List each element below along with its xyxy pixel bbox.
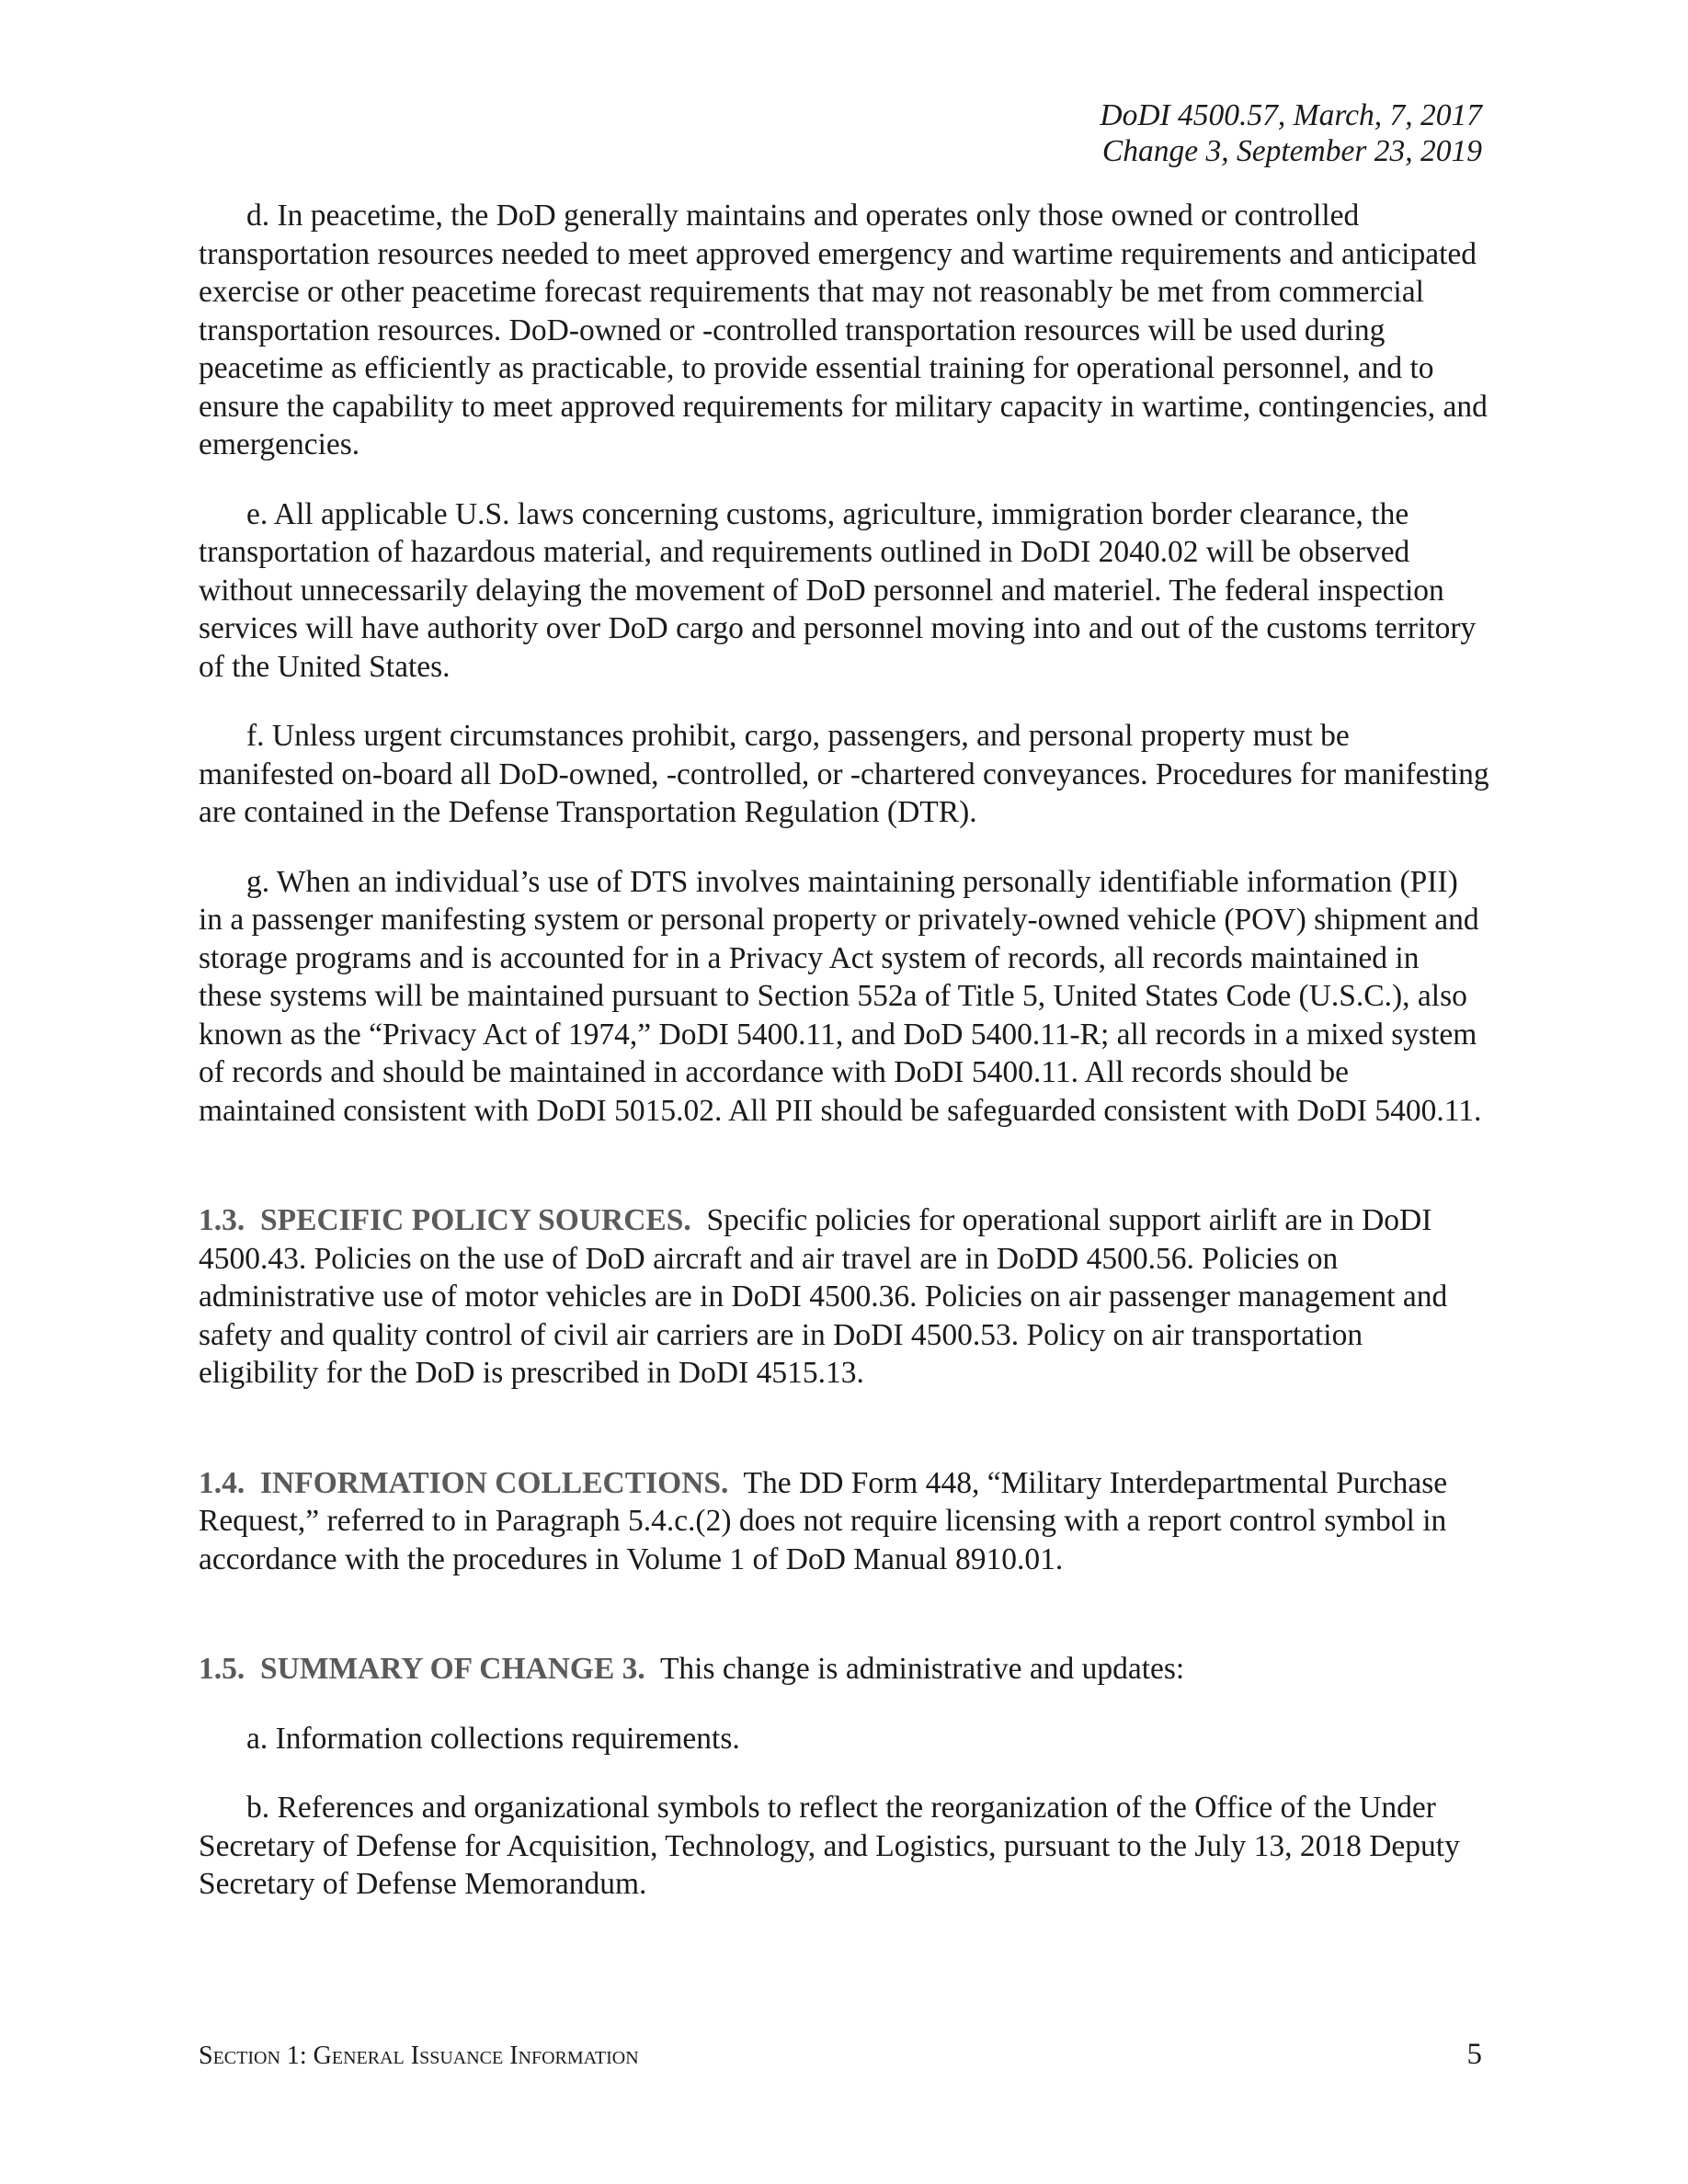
paragraph-1-5-a: a. Information collections requirements. [246, 1721, 740, 1756]
section-1-4 [199, 1464, 1489, 1579]
section-1-3 [199, 1201, 1489, 1393]
page-number: 5 [1466, 2038, 1482, 2071]
header-issuance-line: DoDI 4500.57, March, 7, 2017 [1100, 98, 1482, 132]
paragraph-f: f. Unless urgent circumstances prohibit, cargo, passengers, and personal property must be manifested on-board all DoD-owned, -controlled, or -chartered conveyances. Procedures for manifesting are contained in the Defense Transportation Regulation (DTR). [199, 719, 1489, 829]
document-header [1100, 97, 1482, 169]
document-body [199, 197, 1489, 1904]
section-number: 1.3. [199, 1203, 245, 1237]
section-text: The DD Form 448, “Military Interdepartmental Purchase Request,” referred to in Paragraph 5.4.c.(2) does not require licensing with a report control symbol in accordance with the procedures in Volume 1 of DoD Manual 8910.01. [199, 1465, 1448, 1576]
section-heading: SPECIFIC POLICY SOURCES. [260, 1203, 691, 1237]
paragraph-d: d. In peacetime, the DoD generally maintains and operates only those owned or controlled transportation resources needed to meet approved emergency and wartime requirements and anticipated exercise or other peacetime forecast requirements that may not reasonably be met from commercial transportation resources. DoD-owned or -controlled transportation resources will be used during peacetime as efficiently as practicable, to provide essential training for operational personnel, and to ensure the capability to meet approved requirements for military capacity in wartime, contingencies, and emergencies. [199, 199, 1488, 461]
header-change-line: Change 3, September 23, 2019 [1101, 134, 1482, 168]
section-number: 1.4. [199, 1465, 245, 1500]
section-text: Specific policies for operational support airlift are in DoDI 4500.43. Policies on the use of DoD aircraft and air travel are in DoDD 4500.56. Policies on administrative use of motor vehicles are in DoDI 4500.36. Policies on air passenger management and safety and quality control of civil air carriers are in DoDI 4500.53. Policy on air transportation eligibility for the DoD is prescribed in DoDI 4515.13. [199, 1203, 1448, 1390]
section-heading: SUMMARY OF CHANGE 3. [260, 1652, 645, 1686]
section-1-5 [199, 1650, 1489, 1689]
paragraph-g: g. When an individual’s use of DTS involves maintaining personally identifiable information (PII) in a passenger manifesting system or personal property or privately-owned vehicle (POV) shipment and storage programs and is accounted for in a Privacy Act system of records, all records maintained in these systems will be maintained pursuant to Section 552a of Title 5, United States Code (U.S.C.), also known as the “Privacy Act of 1974,” DoDI 5400.11, and DoD 5400.11-R; all records in a mixed system of records and should be maintained in accordance with DoDI 5400.11. All records should be maintained consistent with DoDI 5015.02. All PII should be safeguarded consistent with DoDI 5400.11. [199, 864, 1482, 1128]
section-text: This change is administrative and updates: [659, 1652, 1185, 1686]
paragraph-e: e. All applicable U.S. laws concerning customs, agriculture, immigration border clearance, the transportation of hazardous material, and requirements outlined in DoDI 2040.02 will be observed without unnecessarily delaying the movement of DoD personnel and materiel. The federal inspection services will have authority over DoD cargo and personnel moving into and out of the customs territory of the United States. [199, 496, 1477, 684]
section-number: 1.5. [199, 1652, 245, 1686]
document-footer [199, 2038, 1482, 2072]
section-heading: INFORMATION COLLECTIONS. [260, 1465, 729, 1500]
paragraph-1-5-b: b. References and organizational symbols to reflect the reorganization of the Office of the Under Secretary of Defense for Acquisition, Technology, and Logistics, pursuant to the July 13, 2018 Deputy Secretary of Defense Memorandum. [199, 1791, 1460, 1901]
footer-section-title: Section 1: General Issuance Information [199, 2042, 639, 2070]
